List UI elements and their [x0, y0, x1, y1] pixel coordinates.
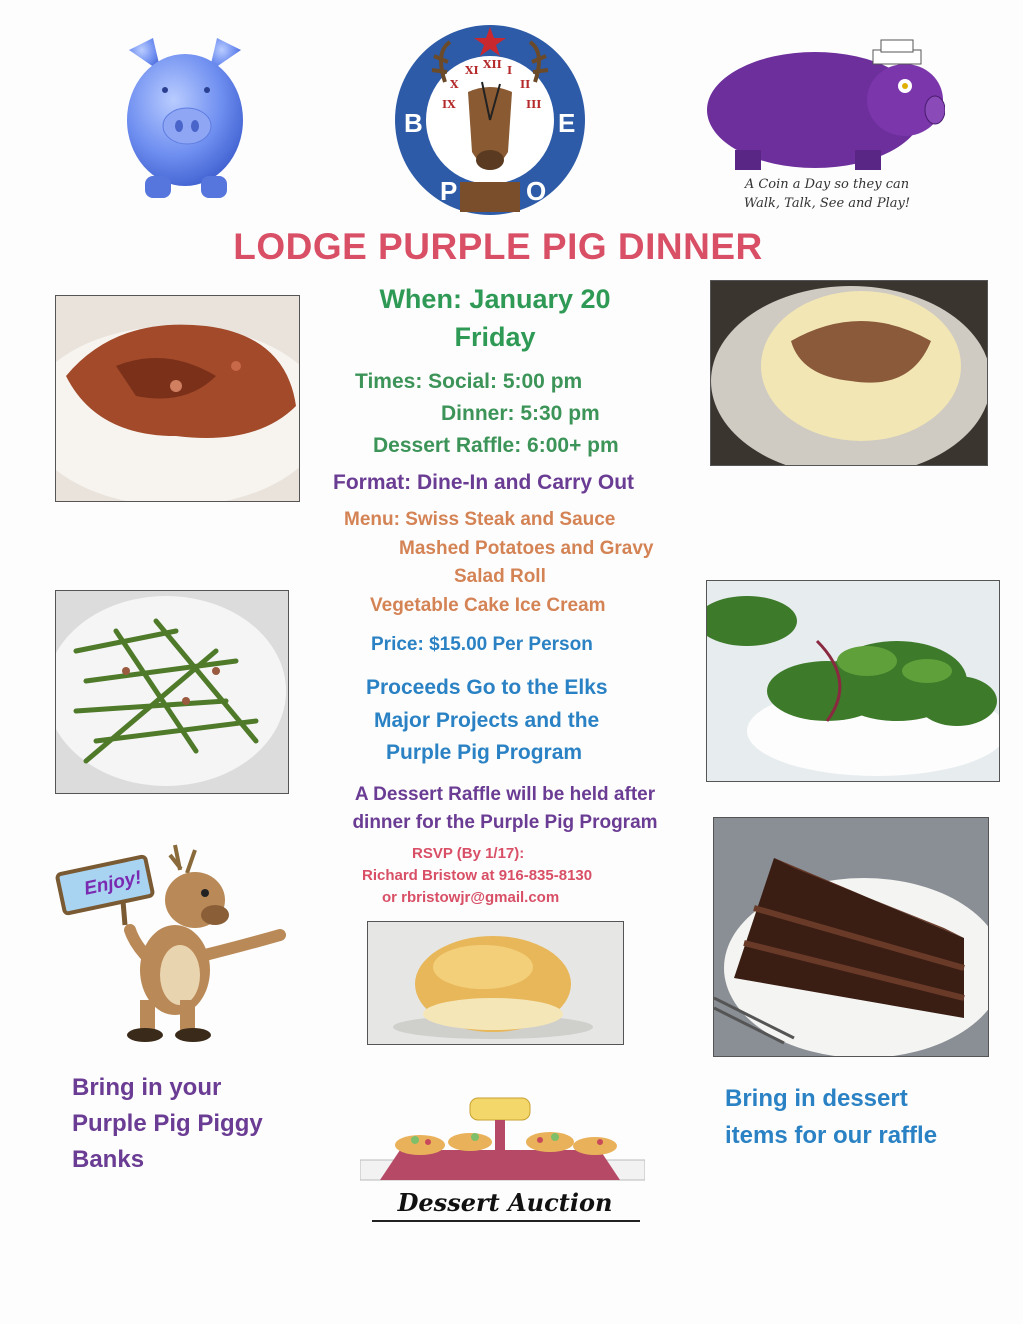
dessert-raffle-note — [330, 781, 680, 837]
logo-letter-o: O — [526, 176, 547, 206]
dessert-callout-line-2: items for our raffle — [725, 1122, 938, 1149]
coin-caption-line1: A Coin a Day so they can — [744, 177, 910, 192]
event-day: Friday — [454, 322, 536, 352]
elks-bpoe-logo — [390, 22, 590, 218]
logo-letter-b: B — [404, 108, 423, 138]
rsvp-contact-phone: Richard Bristow at 916-835-8130 — [362, 867, 593, 884]
reindeer-enjoy-cartoon — [55, 835, 290, 1045]
auction-underline — [372, 1220, 640, 1222]
menu-line-4: Vegetable Cake Ice Cream — [370, 594, 606, 616]
bring-piggy-banks-callout — [72, 1070, 263, 1178]
raffle-line-2: dinner for the Purple Pig Program — [352, 812, 658, 833]
event-menu — [344, 506, 684, 620]
mashed-potatoes-photo — [710, 280, 988, 466]
piggy-callout-line-3: Banks — [72, 1146, 145, 1173]
logo-letter-p: P — [440, 176, 458, 206]
event-format: Format: Dine-In and Carry Out — [333, 471, 635, 494]
green-salad-photo — [706, 580, 1000, 782]
raffle-line-1: A Dessert Raffle will be held after — [354, 784, 656, 805]
clock-numeral-xi: XI — [465, 64, 479, 77]
chocolate-cake-photo — [713, 817, 989, 1057]
proceeds-line-1: Proceeds Go to the Elks — [366, 676, 608, 699]
green-beans-photo — [55, 590, 289, 794]
clock-numeral-i: I — [507, 64, 513, 77]
swiss-steak-photo — [55, 295, 300, 502]
clock-numeral-iii: III — [526, 98, 542, 111]
times-dessert-raffle: Dessert Raffle: 6:00+ pm — [373, 434, 619, 457]
times-social: Times: Social: 5:00 pm — [355, 370, 583, 393]
coin-a-day-caption — [712, 175, 942, 213]
event-proceeds — [366, 672, 666, 770]
enjoy-sign-text: Enjoy! — [82, 867, 144, 900]
logo-letter-e: E — [558, 108, 576, 138]
clock-numeral-ii: II — [520, 78, 531, 91]
dinner-roll-photo — [367, 921, 624, 1045]
event-date: When: January 20 — [379, 284, 611, 314]
event-price: Price: $15.00 Per Person — [371, 634, 593, 655]
rsvp-info — [362, 843, 642, 909]
proceeds-line-2: Major Projects and the — [374, 708, 600, 732]
coin-caption-line2: Walk, Talk, See and Play! — [743, 196, 911, 211]
page-title: LODGE PURPLE PIG DINNER — [233, 226, 763, 267]
piggy-callout-line-1: Bring in your — [72, 1074, 222, 1101]
menu-line-3: Salad Roll — [454, 566, 546, 587]
menu-line-2: Mashed Potatoes and Gravy — [399, 537, 654, 559]
times-dinner: Dinner: 5:30 pm — [441, 402, 600, 425]
clock-numeral-xii: XII — [483, 58, 502, 71]
event-when — [345, 280, 645, 356]
bring-dessert-callout — [725, 1080, 937, 1154]
rsvp-contact-email: or rbristowjr@gmail.com — [382, 889, 560, 906]
menu-line-1: Menu: Swiss Steak and Sauce — [344, 509, 616, 530]
rsvp-deadline: RSVP (By 1/17): — [412, 845, 525, 862]
proceeds-line-3: Purple Pig Program — [386, 741, 583, 764]
event-times — [355, 366, 675, 462]
purple-pig-mascot-image — [705, 38, 945, 173]
clock-numeral-ix: IX — [442, 98, 456, 111]
clock-numeral-x: X — [450, 78, 459, 91]
blue-piggy-bank-image — [115, 30, 255, 202]
piggy-callout-line-2: Purple Pig Piggy — [72, 1110, 263, 1137]
dessert-auction-illustration — [360, 1090, 645, 1188]
dessert-callout-line-1: Bring in dessert — [725, 1085, 908, 1112]
dessert-auction-label: Dessert Auction — [397, 1188, 613, 1217]
